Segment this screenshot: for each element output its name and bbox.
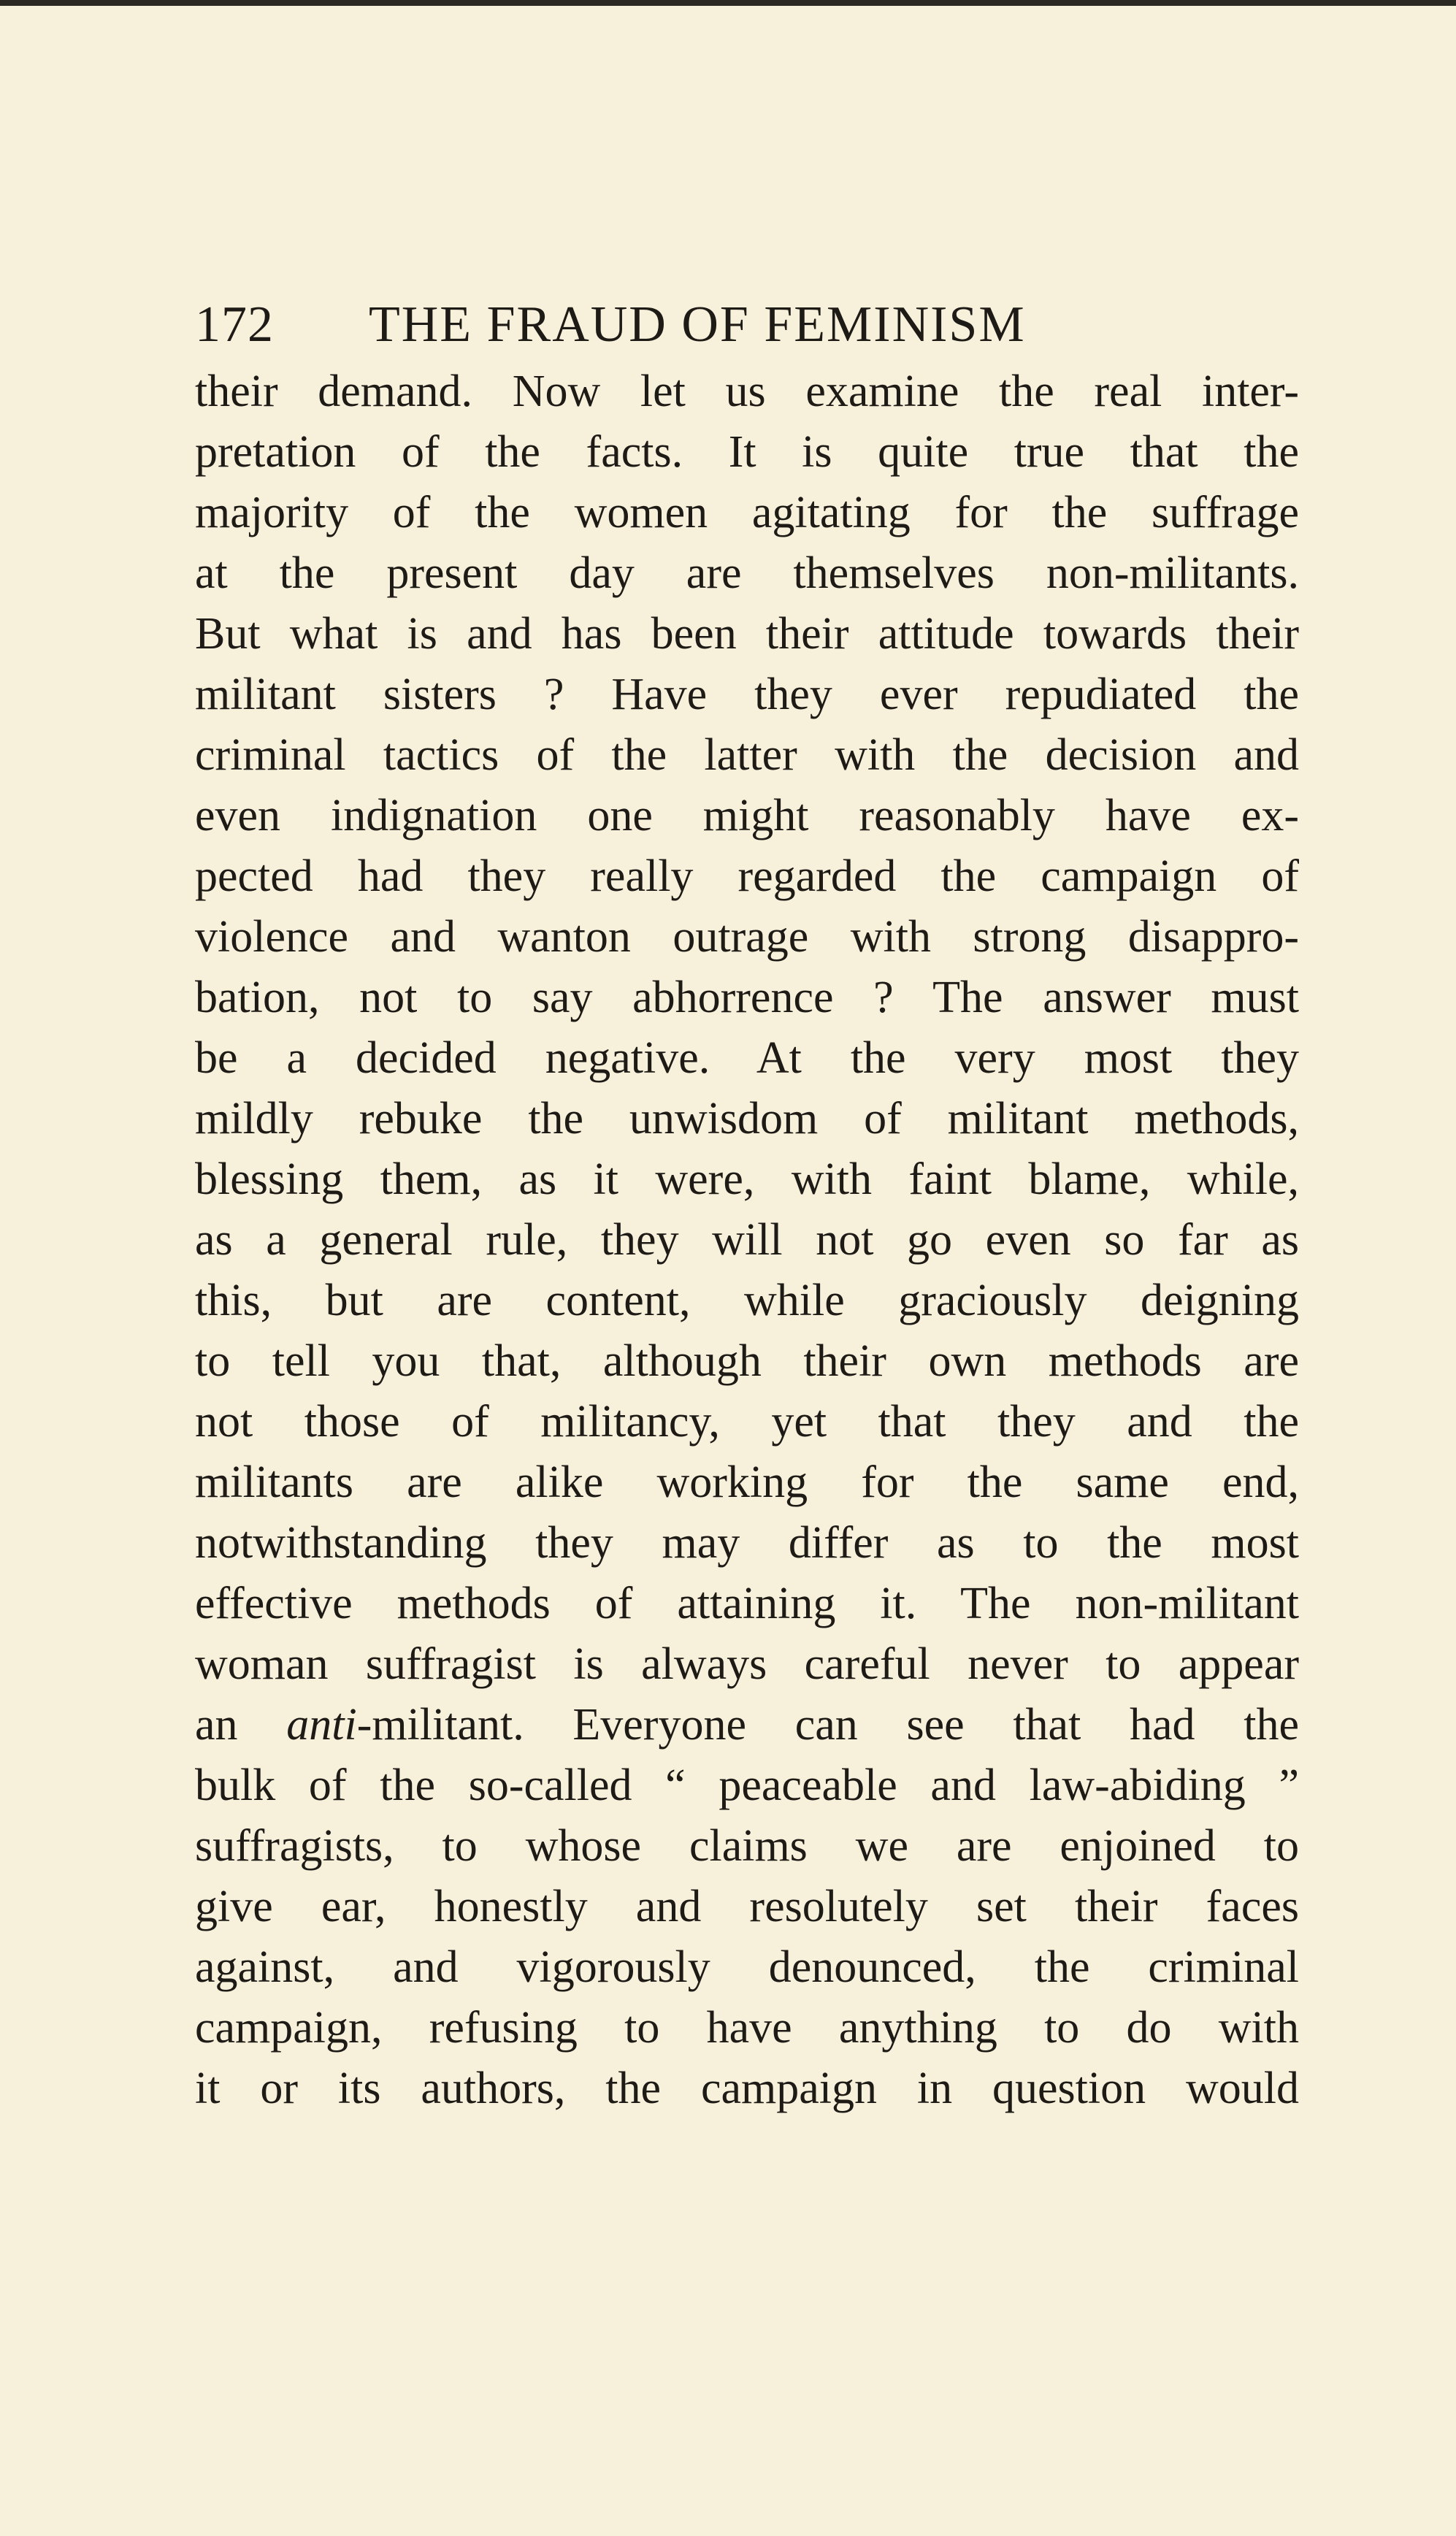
text-line: against, and vigorously denounced, the criminal bbox=[195, 1942, 1299, 1992]
text-line: bation, not to say abhorrence ? The answer must bbox=[195, 973, 1299, 1022]
text-line: majority of the women agitating for the suffrage bbox=[195, 488, 1299, 537]
text-line: it or its authors, the campaign in question would bbox=[195, 2064, 1299, 2113]
text-line: pected had they really regarded the campaign of bbox=[195, 851, 1299, 901]
text-line: But what is and has been their attitude towards their bbox=[195, 609, 1299, 659]
text-line: bulk of the so-called “ peaceable and law-abiding ” bbox=[195, 1761, 1299, 1810]
running-head bbox=[195, 288, 1299, 361]
text-line: not those of militancy, yet that they and the bbox=[195, 1397, 1299, 1447]
page-number: 172 bbox=[195, 296, 274, 353]
running-title: THE FRAUD OF FEMINISM bbox=[369, 296, 1026, 353]
body-text bbox=[195, 361, 1299, 2119]
text-line: their demand. Now let us examine the real inter- bbox=[195, 367, 1299, 416]
text-line: this, but are content, while graciously deigning bbox=[195, 1276, 1299, 1325]
text-line: be a decided negative. At the very most they bbox=[195, 1033, 1299, 1083]
italic-word: anti bbox=[286, 1700, 357, 1750]
book-page bbox=[195, 288, 1299, 2119]
text-line: at the present day are themselves non-militants. bbox=[195, 548, 1299, 598]
line-suffix: -militant. Everyone can see that had the bbox=[356, 1700, 1299, 1750]
text-line: notwithstanding they may differ as to the most bbox=[195, 1518, 1299, 1568]
text-line: campaign, refusing to have anything to do with bbox=[195, 2003, 1299, 2053]
text-line: effective methods of attaining it. The non-militant bbox=[195, 1579, 1299, 1628]
line-prefix: an bbox=[195, 1700, 287, 1750]
text-line: to tell you that, although their own methods are bbox=[195, 1336, 1299, 1386]
text-line: violence and wanton outrage with strong disappro- bbox=[195, 912, 1299, 962]
text-line: woman suffragist is always careful never to appear bbox=[195, 1639, 1299, 1689]
text-line: as a general rule, they will not go even so far as bbox=[195, 1215, 1299, 1265]
text-line: pretation of the facts. It is quite true that the bbox=[195, 427, 1299, 477]
text-line: blessing them, as it were, with faint blame, while, bbox=[195, 1154, 1299, 1204]
text-line: criminal tactics of the latter with the decision and bbox=[195, 730, 1299, 780]
text-line: militants are alike working for the same end, bbox=[195, 1457, 1299, 1507]
text-line: even indignation one might reasonably have ex- bbox=[195, 791, 1299, 840]
text-line: give ear, honestly and resolutely set their faces bbox=[195, 1882, 1299, 1931]
text-line: mildly rebuke the unwisdom of militant methods, bbox=[195, 1094, 1299, 1144]
text-line: suffragists, to whose claims we are enjoined to bbox=[195, 1821, 1299, 1871]
scan-top-edge bbox=[0, 0, 1456, 6]
text-line: militant sisters ? Have they ever repudiated the bbox=[195, 670, 1299, 719]
text-line-with-italic bbox=[195, 1695, 1299, 1755]
